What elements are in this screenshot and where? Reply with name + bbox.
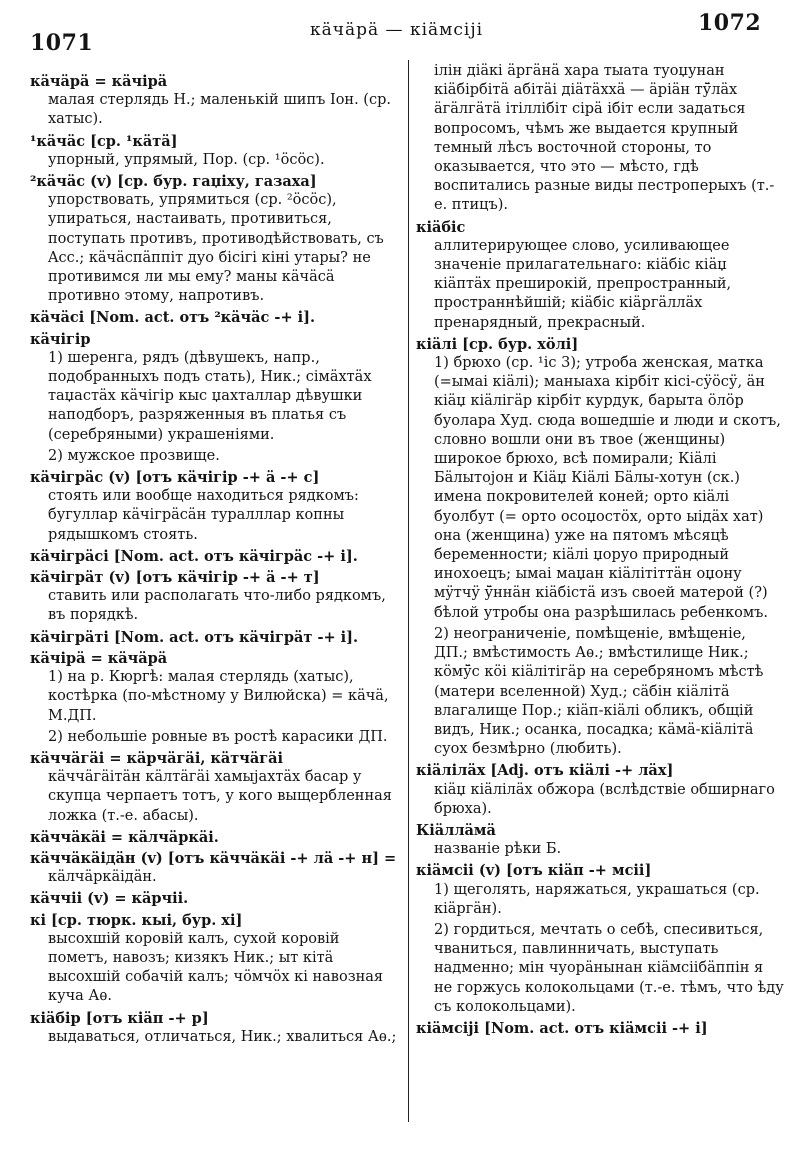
entry-headword: кiӓлi [ср. бур. xӧлi] bbox=[416, 335, 579, 353]
entry-definition: 2) небольшiе ровные въ ростѣ карасики ДП. bbox=[48, 728, 388, 745]
entry-headword: кӓчӓрӓ = кӓчiрӓ bbox=[30, 73, 168, 90]
entry-definition: 2) неограниченiе, помѣщенiе, вмѣщенiе, ДП.; вмѣстимость Аѳ.; вмѣстилище Ник.; кӧмӱ̄с кӧi кiӓлiтiгӓр на серебряномъ мѣстѣ (матери вселенной) Худ.; сӓбiн кiӓлiтӓ влагалище Пор.; кiӓп-кiӓлi обликъ, общiй видъ, Ник.; осанка, посадка; кӓмӓ-кiӓлiтӓ суох безмѣрно (любить). bbox=[434, 625, 764, 758]
entry-headword: кӓчiгiр bbox=[30, 330, 91, 348]
dictionary-entry bbox=[30, 547, 402, 566]
dictionary-entry bbox=[416, 218, 784, 333]
right-page-number: 1072 bbox=[698, 10, 762, 36]
dictionary-entry bbox=[30, 649, 402, 726]
entry-headword: ¹кӓчӓс [ср. ¹кӓтӓ] bbox=[30, 132, 178, 150]
entry-headword: Кiӓллӓмӓ bbox=[416, 821, 496, 839]
dictionary-entry bbox=[30, 568, 402, 626]
dictionary-entry bbox=[416, 62, 784, 216]
entry-headword: кӓччӓгӓi = кӓрчӓгӓi, кӓтчӓгӓi bbox=[30, 749, 284, 767]
dictionary-entry bbox=[30, 132, 402, 170]
dictionary-entry bbox=[416, 761, 784, 819]
entry-headword: кiӓмсiјi [Nom. act. отъ кiӓмсii -+ i] bbox=[416, 1019, 708, 1037]
left-column bbox=[30, 72, 402, 1049]
dictionary-entry bbox=[30, 308, 402, 327]
entry-headword: ²кӓчӓс (v) [ср. бур. гаџiху, газаха] bbox=[30, 173, 317, 191]
entry-headword: кӓччӓкӓiдӓн (v) [отъ кӓччӓкӓi -+ лӓ -+ н] = bbox=[30, 849, 397, 867]
entry-definition: кӓччӓгӓiтӓн кӓлтӓгӓi хамыјахтӓх басар у скупца черпаетъ тотъ, у кого выщербленная ложка (т.-е. абасы). bbox=[48, 769, 392, 824]
entry-definition: 2) мужское прозвище. bbox=[48, 447, 220, 464]
dictionary-entry bbox=[416, 921, 784, 1017]
entry-definition: упорный, упрямый, Пор. (ср. ¹ӧсӧс). bbox=[48, 151, 325, 168]
left-page-number: 1071 bbox=[30, 30, 94, 56]
dictionary-entry bbox=[30, 849, 402, 887]
entry-definition: 2) гордиться, мечтать о себѣ, спесивиться, чваниться, павлинничать, выступать надменно; мiн чуорӓнынан кiӓмсiiбӓппiн я не горжусь колокольцами (т.-е. тѣмъ, что ѣду съ колокольцами). bbox=[434, 921, 784, 1015]
page-header bbox=[0, 4, 800, 56]
entry-definition: 1) на р. Кюргѣ: малая стерлядь (хатыс), костѣрка (по-мѣстному у Вилюйска) = кӓчӓ, М.ДП. bbox=[48, 669, 389, 724]
dictionary-entry bbox=[30, 72, 402, 130]
dictionary-entry bbox=[30, 728, 402, 747]
dictionary-entry bbox=[30, 447, 402, 466]
entry-headword: кӓчiгрӓт (v) [отъ кӓчiгiр -+ ӓ -+ т] bbox=[30, 569, 320, 587]
entry-headword: кӓччӓкӓi = кӓлчӓркӓi. bbox=[30, 828, 219, 846]
running-title: кӓчӓрӓ — кiӓмсiјi bbox=[310, 20, 484, 40]
entry-headword: кӓчiрӓ = кӓчӓрӓ bbox=[30, 649, 168, 667]
entry-headword: кiӓбiс bbox=[416, 218, 466, 236]
entry-definition: iлiн дiӓкi ӓргӓнӓ хара тыата туоџунан кiӓбiрбiтӓ абiтӓi дiӓтӓххӓ — ӓрiӓн тӱ̄лӓх ӓгӓлгӓтӓ iтiллiбiт сiрӓ iбiт если задаться вопросомъ, чѣмъ же выдается крупный темный лѣсъ восточной стороны, то оказывается, что это — мѣсто, гдѣ воспитались разные виды пестроперыхъ (т.-е. птицъ). bbox=[434, 63, 775, 214]
dictionary-entry bbox=[30, 330, 402, 445]
entry-headword: кӓчiгрӓтi [Nom. act. отъ кӓчiгрӓт -+ i]. bbox=[30, 628, 359, 646]
column-divider bbox=[408, 60, 409, 1122]
dictionary-entry bbox=[30, 468, 402, 545]
entry-definition: аллитерирующее слово, усиливающее значенiе прилагательнаго: кiӓбiс кiӓџ кiӓптӓх пpeшиpoкiй, препространный, пространнѣйшiй; кiӓбiс кiӓргӓллӓх пренарядный, прекрасный. bbox=[434, 237, 732, 331]
entry-definition: названiе рѣки Б. bbox=[434, 841, 562, 858]
entry-definition: малая стерлядь Н.; маленькiй шипъ Iон. (ср. хатыс). bbox=[48, 92, 391, 128]
entry-definition: 1) брюхо (ср. ¹iс 3); утроба женская, матка (=ымаi кiӓлi); маныаха кiрбiт кiсi-сӱӧсӱ, ӓн кiӓџ кiӓлiгӓр кiрбiт курдук, барыта ӧлӧр буолара Худ. сюда вошедшiе и люди и скотъ, словно вошли они въ твое (женщины) широкое брюхо, всѣ помирали; Кiӓлi Бӓлытоjон и Кiӓџ Кiӓлi Бӓлы-хотун (ск.) имена покровителей коней; орто кiӓлi буолбут (= орто осоџостӧх, орто ыiдӓх хат) она (женщина) уже на пятомъ мѣсяцѣ беременности; кiӓлi џоруо природный инохоецъ; ымаi маџан кiӓлiтiттӓн оџону мӱтчӱ ӱ̄ннӓн кiӓбiстӓ изъ своей матерой (?) бѣлой утробы она разрѣшилась ребенкомъ. bbox=[434, 355, 781, 621]
entry-definition: выдаваться, отличаться, Ник.; хвалиться Аѳ.; bbox=[48, 1028, 397, 1045]
dictionary-entry bbox=[416, 821, 784, 859]
entry-definition: высохшiй коровiй калъ, сухой коровiй пометъ, навозъ; кизякъ Ник.; ыт кiтӓ высохшiй собачiй калъ; чӧмчӧх кi навозная куча Аѳ. bbox=[48, 930, 384, 1005]
dictionary-entry bbox=[30, 749, 402, 826]
entry-definition: кӓлчӓркӓiдӓн. bbox=[48, 869, 157, 886]
dictionary-entry bbox=[416, 335, 784, 623]
entry-definition: 1) шеренга, рядъ (дѣвушекъ, напр., подобранныхъ подъ стать), Ник.; сiмӓхтӓх таџастӓх кӓчiгiр кыс џахталлар дѣвушки наподборъ, разряженныя въ платья съ (серебряными) украшенiями. bbox=[48, 349, 372, 443]
entry-headword: кӓчiгрӓсi [Nom. act. отъ кӓчiгрӓс -+ i]. bbox=[30, 547, 358, 565]
entry-headword: кӓччii (v) = кӓрчii. bbox=[30, 890, 189, 908]
dictionary-entry bbox=[30, 889, 402, 908]
dictionary-entry bbox=[30, 911, 402, 1007]
entry-definition: упорствовать, упрямиться (ср. ²ӧсӧс), упираться, настаивать, противиться, поступать противъ, противодѣйствовать, съ Acc.; кӓчӓспӓппiт дуо бiсiгi кiнi утары? не противимся ли мы ему? маны кӓчӓсӓ противно этому, напротивъ. bbox=[48, 192, 384, 305]
right-column bbox=[416, 62, 784, 1040]
dictionary-entry bbox=[30, 828, 402, 847]
entry-definition: кiӓџ кiӓлiлӓх обжора (вслѣдствiе обширнаго брюха). bbox=[434, 781, 775, 817]
dictionary-entry bbox=[30, 628, 402, 647]
entry-headword: кiӓмсii (v) [отъ кiӓп -+ мсii] bbox=[416, 862, 652, 880]
dictionary-entry bbox=[30, 1009, 402, 1047]
dictionary-entry bbox=[30, 172, 402, 306]
entry-definition: ставить или располагать что-либо рядкомъ, въ порядкѣ. bbox=[48, 588, 386, 624]
entry-definition: стоять или вообще находиться рядкомъ: бугуллар кӓчiгрӓсӓн туралллар копны рядышкомъ стоять. bbox=[48, 488, 359, 543]
dictionary-entry bbox=[416, 861, 784, 919]
dictionary-entry bbox=[416, 1019, 784, 1038]
dictionary-entry bbox=[416, 625, 784, 759]
entry-headword: кiӓбiр [отъ кiӓп -+ р] bbox=[30, 1009, 209, 1027]
entry-headword: кӓчiгрӓс (v) [отъ кӓчiгiр -+ ӓ -+ с] bbox=[30, 469, 320, 487]
entry-headword: кi [ср. тюрк. кыi, бур. xi] bbox=[30, 911, 243, 929]
entry-definition: 1) щеголять, наряжаться, украшаться (ср. кiӓргӓн). bbox=[434, 881, 760, 917]
entry-headword: кiӓлiлӓх [Adj. отъ кiӓлi -+ лӓх] bbox=[416, 762, 674, 780]
entry-headword: кӓчӓсi [Nom. act. отъ ²кӓчӓс -+ i]. bbox=[30, 309, 316, 327]
